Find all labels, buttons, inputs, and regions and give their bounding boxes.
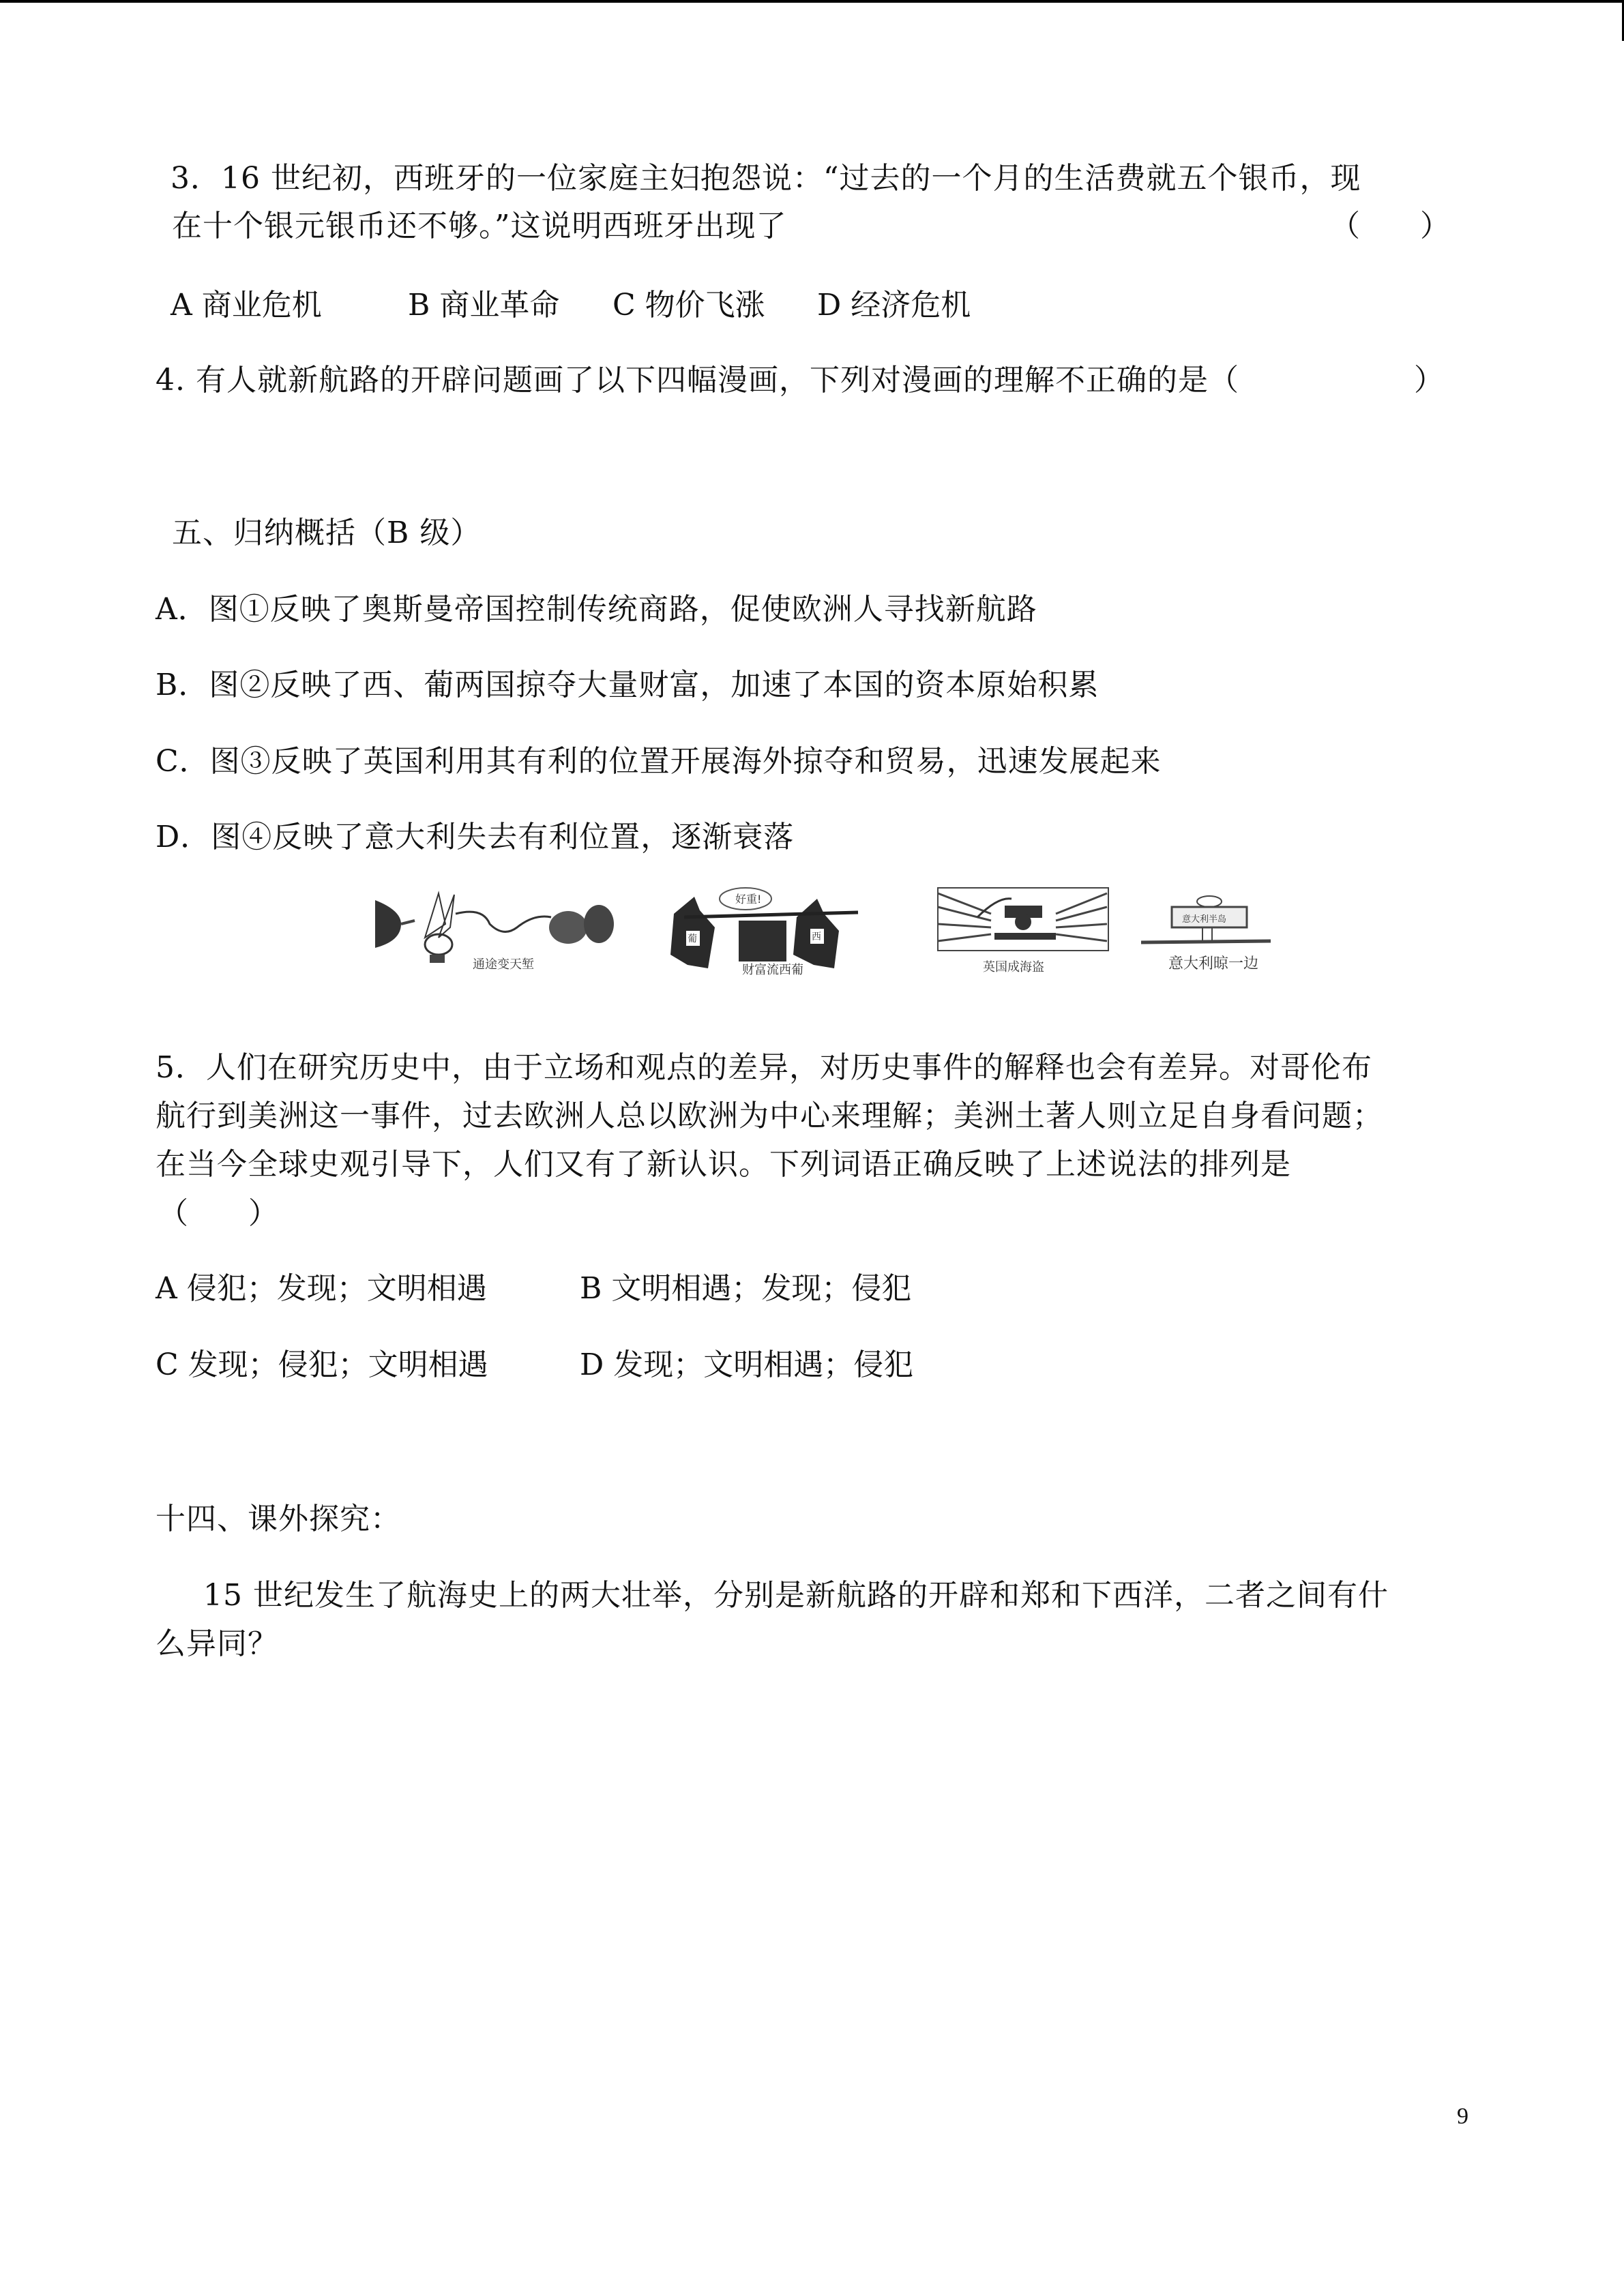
cartoon-3-image xyxy=(936,886,1114,975)
section5-heading: 五、归纳概括（B 级） xyxy=(172,516,482,550)
q5-answer-blank: （ ） xyxy=(158,1196,278,1231)
q3-option-b: B 商业革命 xyxy=(408,288,560,323)
cartoon-strip xyxy=(374,886,1301,975)
section14-question-line-2: 么异同？ xyxy=(156,1626,278,1661)
q5-stem-line-3: 在当今全球史观引导下，人们又有了新认识。下列词语正确反映了上述说法的排列是 xyxy=(156,1147,1291,1182)
q3-stem-line-2: 在十个银元银币还不够。”这说明西班牙出现了 xyxy=(172,209,787,243)
q5-stem-line-2: 航行到美洲这一事件，过去欧洲人总以欧洲为中心来理解；美洲土著人则立足自身看问题； xyxy=(156,1099,1383,1133)
section5-option-b: B．图②反映了西、葡两国掠夺大量财富，加速了本国的资本原始积累 xyxy=(156,668,1099,702)
cartoon-2-speech-bubble: 好重! xyxy=(735,893,762,906)
q3-answer-blank: （ ） xyxy=(1330,209,1450,243)
q5-option-a: A 侵犯；发现；文明相遇 xyxy=(156,1271,487,1306)
cartoon-2-caption: 财富流西葡 xyxy=(742,963,803,977)
section14-question-line-1: 15 世纪发生了航海史上的两大壮举，分别是新航路的开辟和郑和下西洋，二者之间有什 xyxy=(203,1578,1389,1613)
q5-stem-line-1: 5．人们在研究历史中，由于立场和观点的差异，对历史事件的解释也会有差异。对哥伦布 xyxy=(156,1050,1372,1085)
cartoon-4-image xyxy=(1141,886,1305,975)
cartoon-4-sign: 意大利半岛 xyxy=(1182,914,1227,925)
pirate-figure-icon xyxy=(936,886,1114,955)
page-number: 9 xyxy=(1457,2104,1468,2129)
section5-option-a: A．图①反映了奥斯曼帝国控制传统商路，促使欧洲人寻找新航路 xyxy=(156,592,1037,627)
q3-stem-line-1: 3．16 世纪初，西班牙的一位家庭主妇抱怨说：“过去的一个月的生活费就五个银币，现 xyxy=(171,161,1361,196)
section5-option-d: D．图④反映了意大利失去有利位置，逐渐衰落 xyxy=(156,820,795,854)
q3-option-c: C 物价飞涨 xyxy=(612,288,765,323)
q4-paren-close: ） xyxy=(1414,363,1444,398)
cartoon-1-image xyxy=(374,886,647,975)
q3-option-a: A 商业危机 xyxy=(171,288,322,323)
section5-option-c: C．图③反映了英国利用其有利的位置开展海外掠夺和贸易，迅速发展起来 xyxy=(156,744,1162,779)
cartoon-3-caption: 英国成海盗 xyxy=(983,960,1044,974)
cartoon-2-label-spain: 西 xyxy=(812,931,821,942)
q5-option-d: D 发现；文明相遇；侵犯 xyxy=(580,1347,914,1382)
q3-option-d: D 经济危机 xyxy=(817,288,971,323)
q4-stem: 4. 有人就新航路的开辟问题画了以下四幅漫画，下列对漫画的理解不正确的是（ xyxy=(156,363,1239,398)
cartoon-4-caption: 意大利晾一边 xyxy=(1168,955,1259,972)
page-top-border xyxy=(0,0,1624,3)
q5-option-b: B 文明相遇；发现；侵犯 xyxy=(580,1271,912,1306)
q5-option-c: C 发现；侵犯；文明相遇 xyxy=(156,1347,488,1382)
cartoon-2-label-portugal: 葡 xyxy=(688,934,697,944)
cartoon-2-image xyxy=(667,886,879,975)
section14-heading: 十四、课外探究： xyxy=(156,1502,401,1536)
cartoon-1-caption: 通途变天堑 xyxy=(473,957,534,972)
